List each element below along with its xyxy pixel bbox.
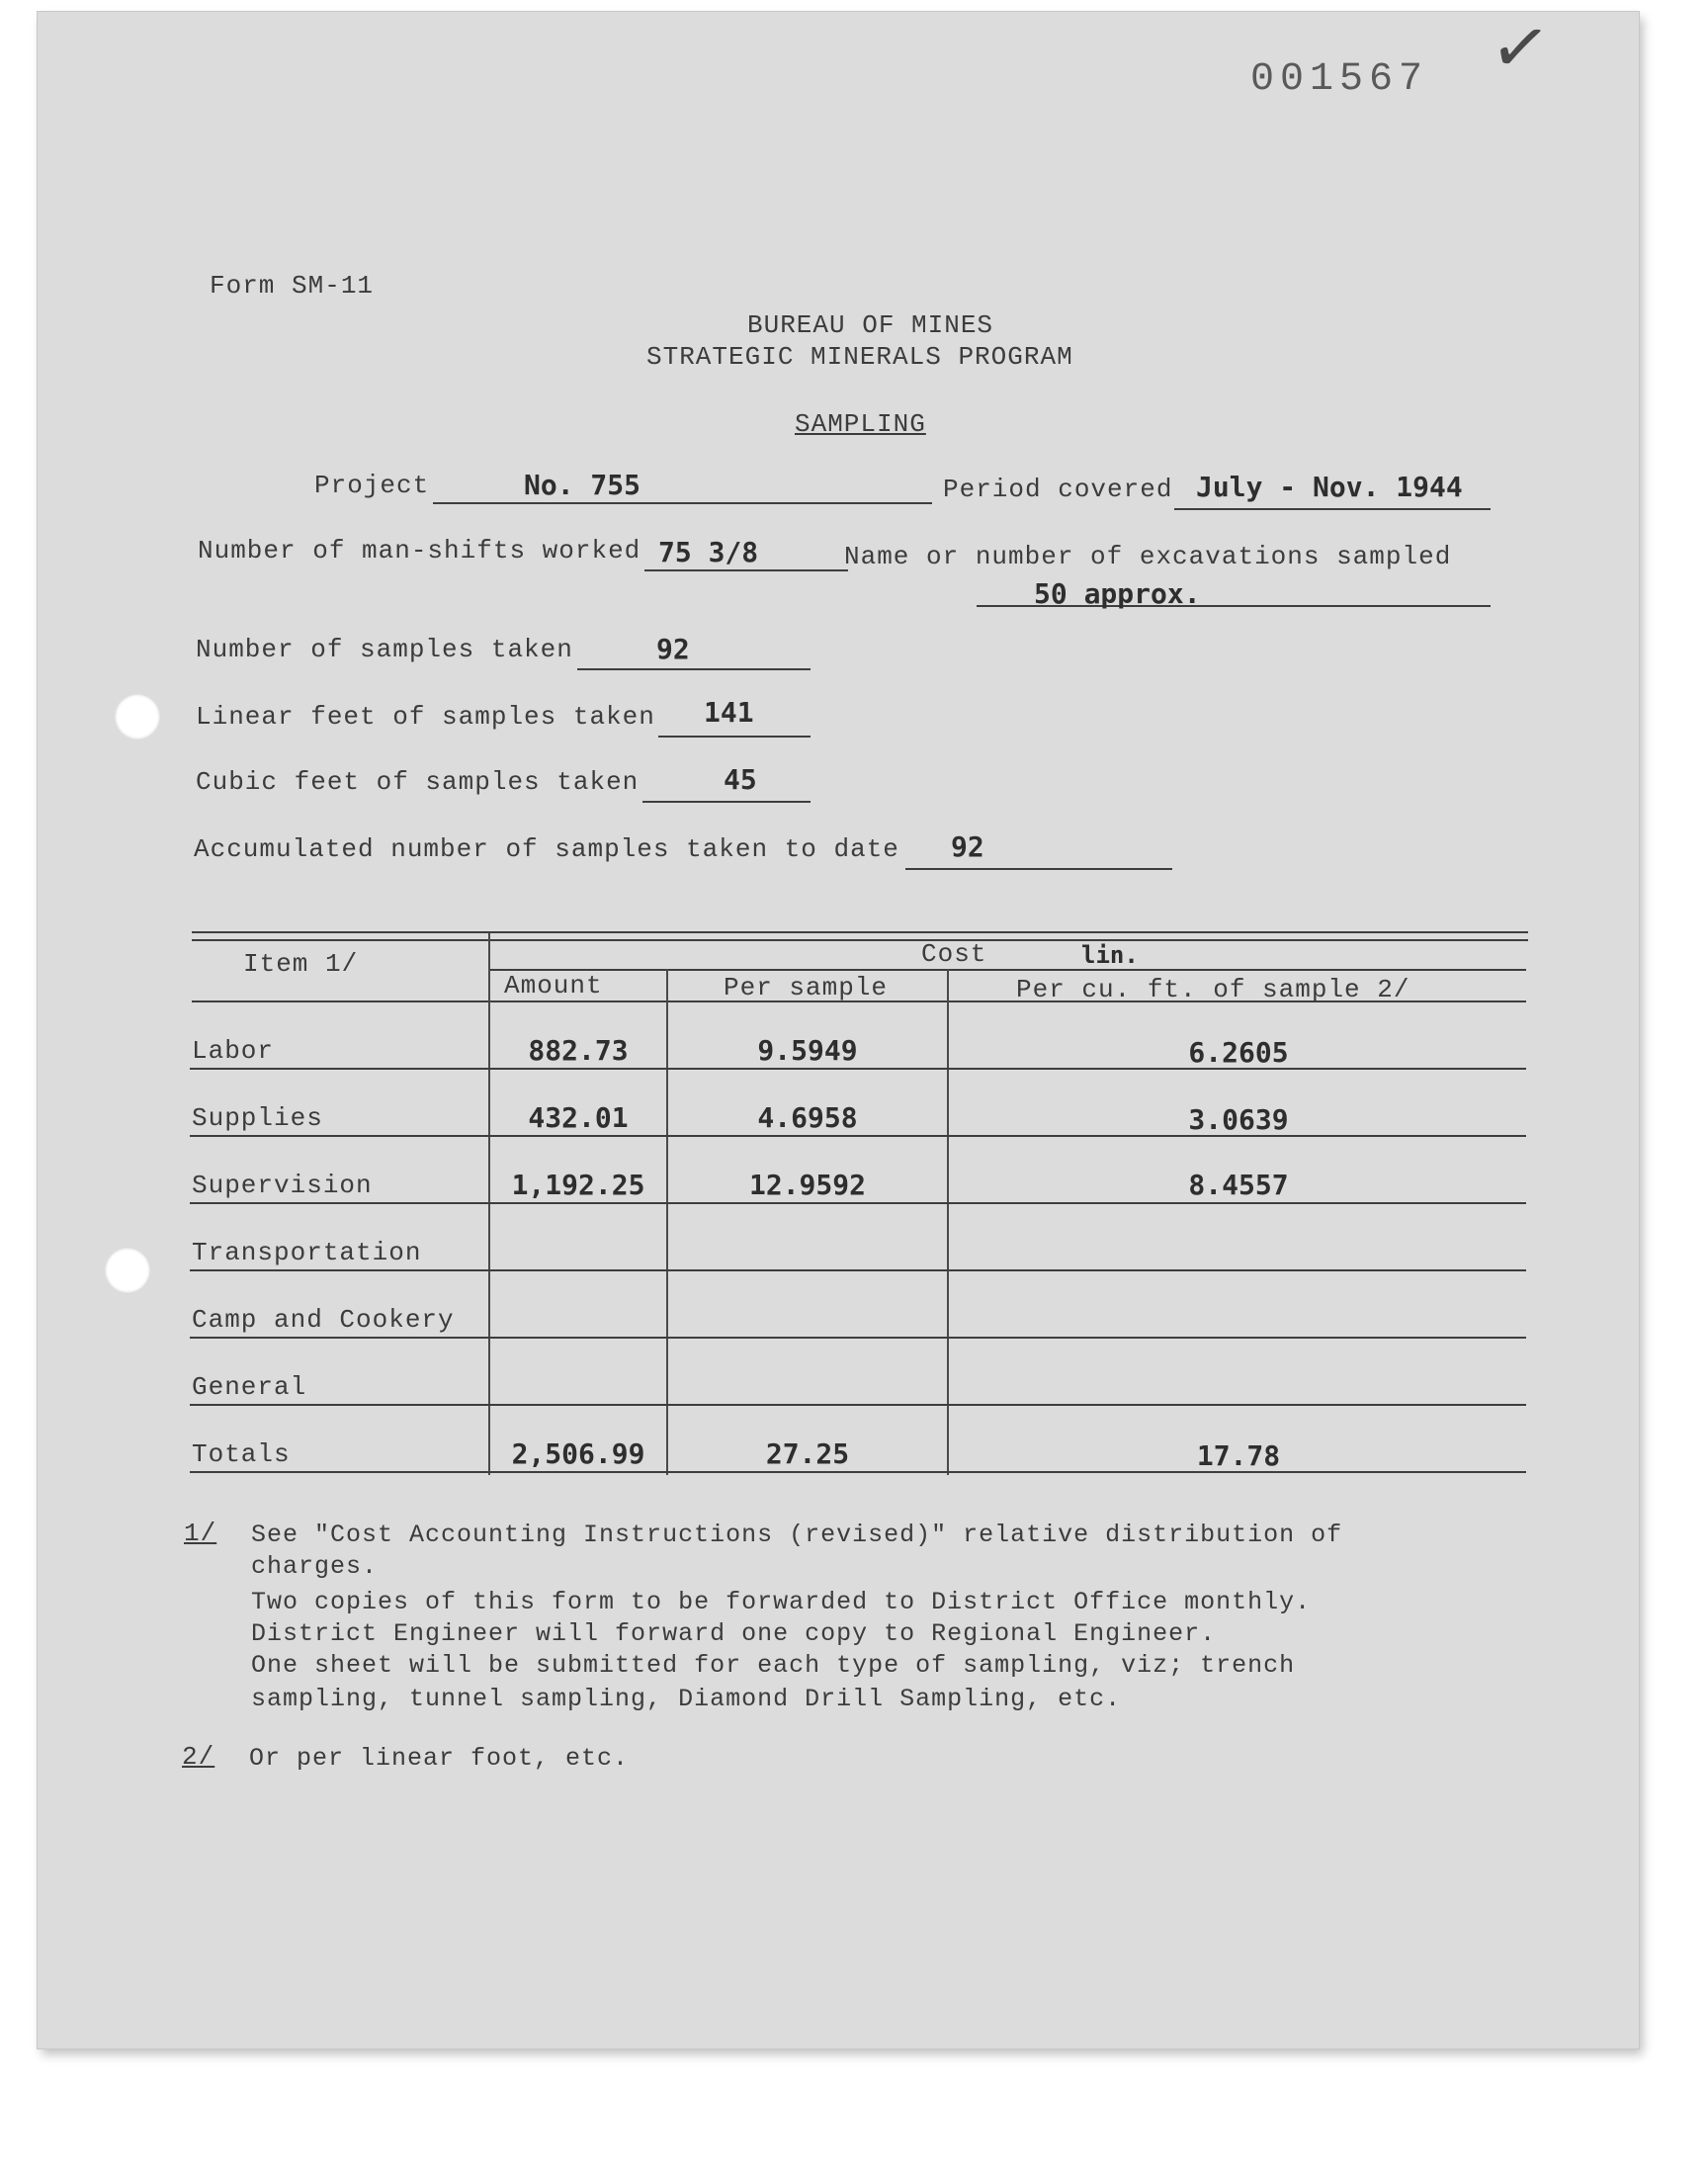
cost-subrule bbox=[488, 969, 1526, 971]
row-item: Supplies bbox=[192, 1103, 323, 1133]
footnote-2-text: Or per linear foot, etc. bbox=[249, 1744, 630, 1773]
table-top-rule-2 bbox=[192, 939, 1528, 941]
agency-name: BUREAU OF MINES bbox=[747, 310, 994, 340]
row-per-sample: 12.9592 bbox=[748, 1169, 866, 1201]
footnote-1-line: One sheet will be submitted for each type of sampling, viz; trench bbox=[251, 1651, 1296, 1680]
period-value: July - Nov. 1944 bbox=[1196, 471, 1463, 503]
row-rule-general bbox=[190, 1404, 1526, 1406]
per-unit-header: Per cu. ft. of sample 2/ bbox=[1016, 975, 1410, 1004]
row-per-sample: 4.6958 bbox=[757, 1101, 858, 1134]
per-unit-correction: lin. bbox=[1081, 941, 1139, 969]
footnote-1-line: charges. bbox=[251, 1552, 379, 1581]
project-label: Project bbox=[314, 471, 430, 500]
footnote-1-line: See "Cost Accounting Instructions (revised)" relative distribution of bbox=[251, 1521, 1343, 1549]
samples-underline bbox=[577, 668, 811, 670]
cubic-value: 45 bbox=[724, 763, 757, 796]
row-rule-transportation bbox=[190, 1269, 1526, 1271]
checkmark-icon: ✓ bbox=[1485, 2, 1556, 93]
accum-value: 92 bbox=[951, 830, 984, 863]
footnote-1-line: District Engineer will forward one copy to Regional Engineer. bbox=[251, 1619, 1217, 1648]
cubic-label: Cubic feet of samples taken bbox=[196, 767, 640, 797]
punch-hole-top bbox=[115, 694, 160, 740]
form-title: SAMPLING bbox=[795, 409, 926, 439]
row-per-sample: 27.25 bbox=[765, 1437, 850, 1470]
row-per-unit: 6.2605 bbox=[1188, 1036, 1289, 1069]
accum-underline bbox=[905, 868, 1172, 870]
footnote-2-marker: 2/ bbox=[182, 1742, 215, 1772]
samples-label: Number of samples taken bbox=[196, 635, 573, 664]
row-per-unit: 17.78 bbox=[1196, 1439, 1281, 1472]
program-name: STRATEGIC MINERALS PROGRAM bbox=[646, 342, 1073, 372]
manshifts-label: Number of man-shifts worked bbox=[198, 536, 641, 566]
col-rule-amount bbox=[488, 933, 490, 1475]
row-amount: 1,192.25 bbox=[511, 1169, 645, 1201]
cubic-underline bbox=[642, 801, 811, 803]
cost-header: Cost bbox=[921, 939, 987, 969]
excavations-label: Name or number of excavations sampled bbox=[844, 542, 1452, 571]
linear-value: 141 bbox=[704, 696, 754, 729]
manshifts-value: 75 3/8 bbox=[658, 536, 759, 568]
footnote-1-line: Two copies of this form to be forwarded to District Office monthly. bbox=[251, 1588, 1312, 1616]
table-top-rule bbox=[192, 931, 1528, 933]
form-id: Form SM-11 bbox=[210, 271, 375, 301]
period-label: Period covered bbox=[943, 475, 1173, 504]
row-item: Labor bbox=[192, 1036, 275, 1066]
row-amount: 882.73 bbox=[528, 1034, 629, 1067]
row-rule-camp bbox=[190, 1337, 1526, 1339]
excavations-value: 50 approx. bbox=[1034, 577, 1201, 610]
row-per-unit: 8.4557 bbox=[1188, 1169, 1289, 1201]
linear-label: Linear feet of samples taken bbox=[196, 702, 655, 732]
samples-value: 92 bbox=[656, 633, 690, 665]
row-item: Totals bbox=[192, 1439, 291, 1469]
accum-label: Accumulated number of samples taken to date bbox=[194, 834, 899, 864]
row-item: General bbox=[192, 1372, 307, 1402]
row-item: Transportation bbox=[192, 1238, 422, 1267]
linear-underline bbox=[658, 736, 811, 738]
project-value: No. 755 bbox=[524, 469, 641, 501]
punch-hole-bottom bbox=[105, 1248, 150, 1293]
manshifts-underline bbox=[644, 569, 848, 571]
row-item: Camp and Cookery bbox=[192, 1305, 455, 1335]
document-number: 001567 bbox=[1250, 57, 1429, 102]
row-amount: 2,506.99 bbox=[511, 1437, 645, 1470]
per-sample-header: Per sample bbox=[724, 973, 889, 1002]
item-header: Item 1/ bbox=[243, 949, 359, 979]
period-underline bbox=[1174, 508, 1491, 510]
row-amount: 432.01 bbox=[528, 1101, 629, 1134]
row-rule-supervision bbox=[190, 1202, 1526, 1204]
footnote-1-marker: 1/ bbox=[184, 1519, 217, 1548]
row-per-unit: 3.0639 bbox=[1188, 1103, 1289, 1136]
amount-header: Amount bbox=[504, 971, 603, 1000]
footnote-1-line: sampling, tunnel sampling, Diamond Drill Sampling, etc. bbox=[251, 1685, 1122, 1713]
document-sheet bbox=[38, 2, 1639, 2048]
row-per-sample: 9.5949 bbox=[757, 1034, 858, 1067]
row-item: Supervision bbox=[192, 1171, 373, 1200]
project-underline bbox=[433, 502, 932, 504]
